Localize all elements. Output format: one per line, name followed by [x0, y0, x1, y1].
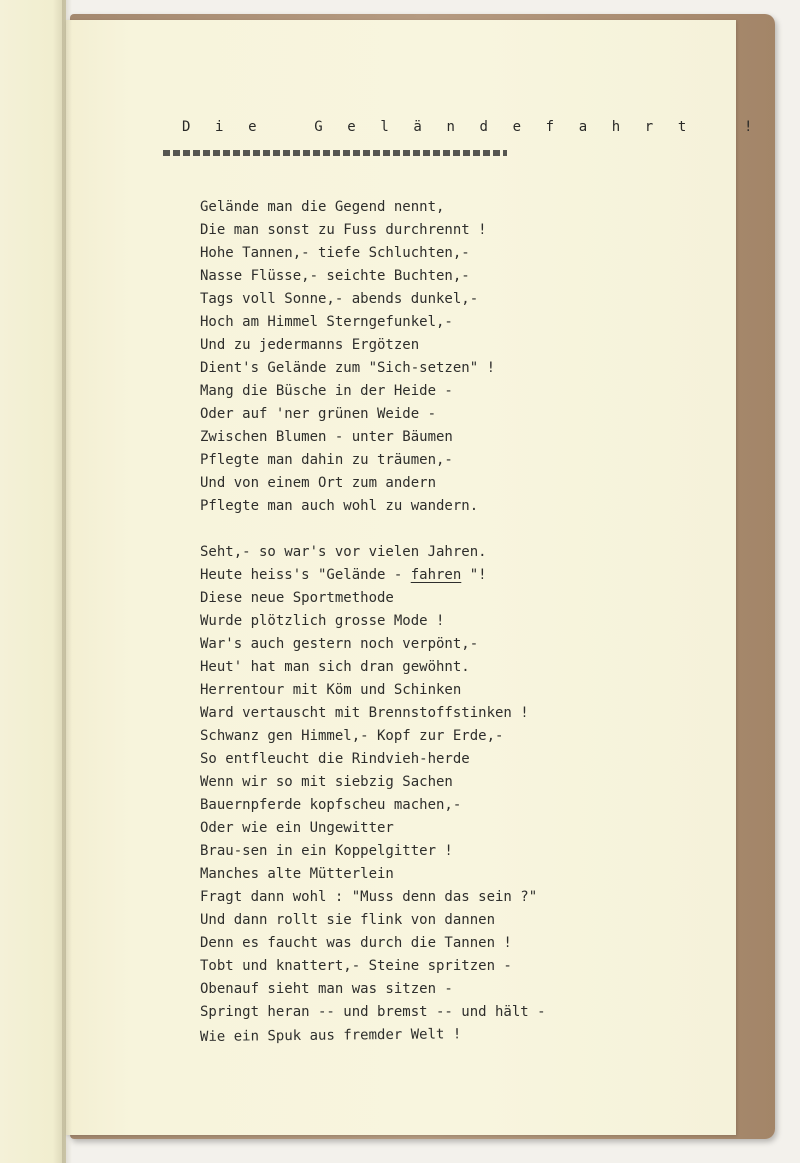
poem-line: Brau-sen in ein Koppelgitter !: [200, 843, 453, 859]
stanza-2: [200, 541, 620, 1047]
poem-line: Wenn wir so mit siebzig Sachen: [200, 774, 453, 790]
poem-line: War's auch gestern noch verpönt,-: [200, 636, 479, 652]
poem-line: Bauernpferde kopfscheu machen,-: [200, 797, 462, 813]
poem-line: Zwischen Blumen - unter Bäumen: [200, 429, 453, 445]
line-prefix: Heute heiss's "Gelände -: [200, 567, 411, 583]
poem-line: Pflegte man auch wohl zu wandern.: [200, 498, 479, 514]
poem-line: Seht,- so war's vor vielen Jahren.: [200, 544, 487, 560]
poem-line: Fragt dann wohl : "Muss denn das sein ?": [200, 889, 538, 905]
left-page-edge: [0, 0, 66, 1163]
underlined-word: fahren: [410, 567, 462, 583]
poem-line: Pflegte man dahin zu träumen,-: [200, 452, 453, 468]
poem-line: Herrentour mit Köm und Schinken: [200, 682, 462, 698]
poem-line: Manches alte Mütterlein: [200, 866, 394, 882]
poem-line: Mang die Büsche in der Heide -: [200, 383, 453, 399]
poem-line: Obenauf sieht man was sitzen -: [200, 981, 453, 997]
poem-body: [200, 196, 620, 1047]
poem-line: Die man sonst zu Fuss durchrennt !: [200, 222, 487, 238]
poem-line: Schwanz gen Himmel,- Kopf zur Erde,-: [200, 728, 504, 744]
poem-title: D i e G e l ä n d e f a h r t !: [182, 119, 761, 135]
title-underline: [163, 150, 507, 156]
poem-line: Dient's Gelände zum "Sich-setzen" !: [200, 360, 496, 376]
poem-line: Diese neue Sportmethode: [200, 590, 394, 606]
poem-line: Und dann rollt sie flink von dannen: [200, 912, 496, 928]
line-suffix: "!: [461, 567, 487, 583]
poem-line: Gelände man die Gegend nennt,: [200, 199, 445, 215]
poem-line-with-underline: [200, 564, 620, 587]
poem-line: Und von einem Ort zum andern: [200, 475, 437, 491]
poem-line: Oder auf 'ner grünen Weide -: [200, 406, 437, 422]
stanza-1: [200, 196, 620, 518]
poem-line: Tags voll Sonne,- abends dunkel,-: [200, 291, 479, 307]
poem-line: Wie ein Spuk aus fremder Welt !: [199, 1026, 462, 1045]
poem-line: Tobt und knattert,- Steine spritzen -: [200, 958, 512, 974]
poem-line: Denn es faucht was durch die Tannen !: [200, 935, 512, 951]
poem-line: Hohe Tannen,- tiefe Schluchten,-: [200, 245, 470, 261]
poem-line: Wurde plötzlich grosse Mode !: [200, 613, 445, 629]
poem-line: Heut' hat man sich dran gewöhnt.: [200, 659, 470, 675]
poem-line: Nasse Flüsse,- seichte Buchten,-: [200, 268, 470, 284]
poem-line: Ward vertauscht mit Brennstoffstinken !: [200, 705, 529, 721]
poem-line: Springt heran -- und bremst -- und hält -: [200, 1004, 546, 1020]
poem-line: Oder wie ein Ungewitter: [200, 820, 394, 836]
poem-line: Und zu jedermanns Ergötzen: [200, 337, 420, 353]
poem-line: Hoch am Himmel Sterngefunkel,-: [200, 314, 453, 330]
poem-line: So entfleucht die Rindvieh-herde: [200, 751, 470, 767]
binding-gutter-shadow: [62, 0, 72, 1163]
